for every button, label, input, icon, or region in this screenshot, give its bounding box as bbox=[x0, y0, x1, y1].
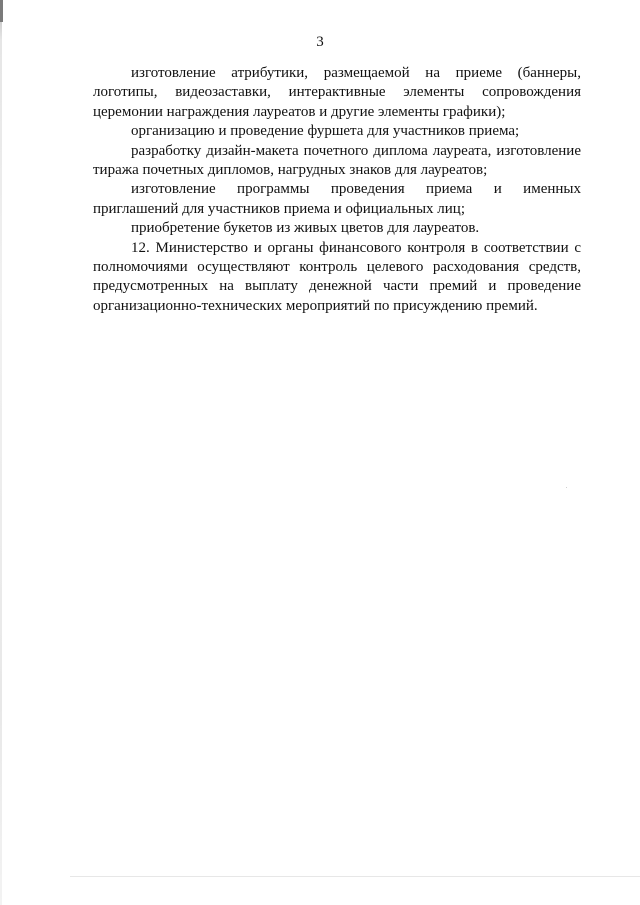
paragraph-flowers: приобретение букетов из живых цветов для лауреатов. bbox=[131, 220, 480, 237]
paragraph-attributes: изготовление атрибутики, размещаемой на приеме (баннеры, логотипы, видеозаставки, интерактивные элементы сопровождения церемонии награждения лауреатов и другие элементы графики); bbox=[93, 65, 581, 120]
paragraph-diploma-design: разработку дизайн-макета почетного диплома лауреата, изготовление тиража почетных дипломов, нагрудных знаков для лауреатов; bbox=[93, 142, 581, 179]
document-body bbox=[93, 64, 581, 316]
paragraph-control-clause-12: 12. Министерство и органы финансового контроля в соответствии с полномочиями осуществляют контроль целевого расходования средств, предусмотренных на выплату денежной части премий и проведение организационно-технических мероприятий по присуждению премий. bbox=[93, 239, 581, 314]
scan-speck bbox=[566, 487, 567, 488]
page-number: 3 bbox=[316, 34, 324, 50]
scan-left-edge bbox=[0, 0, 2, 905]
scan-bottom-edge bbox=[70, 876, 640, 877]
scan-left-mark bbox=[0, 0, 3, 22]
paragraph-buffet: организацию и проведение фуршета для участников приема; bbox=[131, 123, 520, 140]
paragraph-program-invitations: изготовление программы проведения приема и именных приглашений для участников приема и официальных лиц; bbox=[93, 181, 581, 217]
